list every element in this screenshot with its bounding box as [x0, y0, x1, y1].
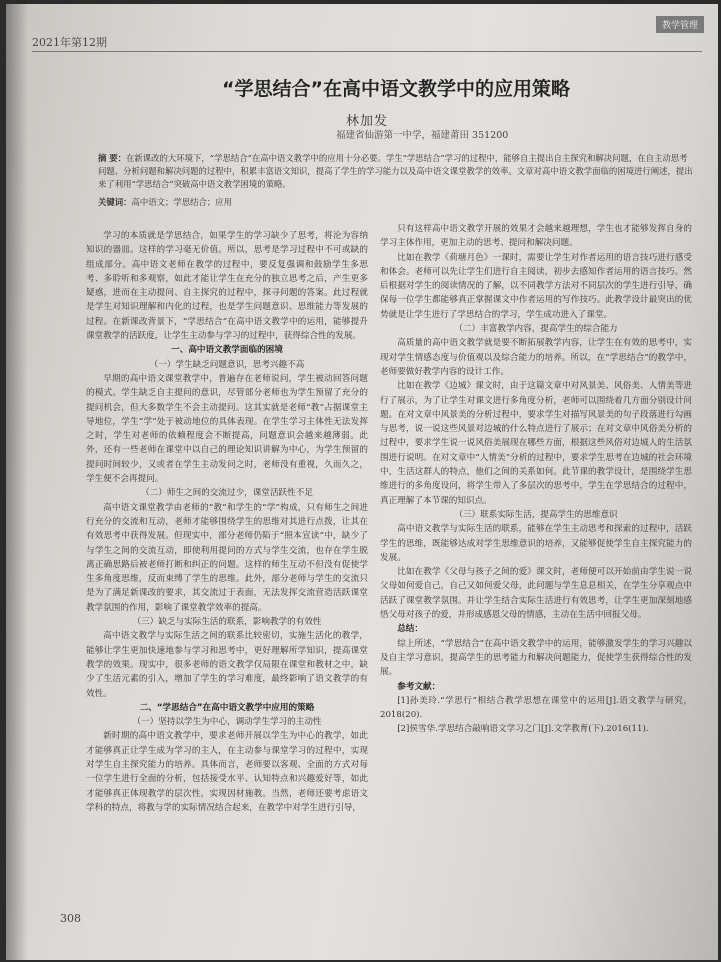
header-rule: [32, 51, 702, 52]
journal-page: [6, 4, 718, 960]
article-title: “学思结合”在高中语文教学中的应用策略: [222, 78, 570, 100]
reference-item: [1]孙美玲.“学思行”相结合教学思想在课堂中的运用[J].语文教学与研究，2018(20).: [380, 695, 692, 721]
paragraph: 高中语文教学与实际生活之间的联系比较密切，实施生活化的教学，能够让学生更加快速地参与学习和思考中，更好理解所学知识，提高课堂教学的效果。现实中，很多老师的语文教学仅局限在课堂和教材之中，缺少了生活元素的引入，增加了学生的学习难度，最终影响了语文教学的有效性。: [86, 631, 368, 699]
paragraph: 比如在教学《父母与孩子之间的爱》课文时，老师便可以开始前由学生说一说父母如何爱自己，自己又如何爱父母，此问题与学生息息相关，在学生分享观点中活跃了课堂教学氛围。并让学生结合实际生活进行有效思考，让学生更加深刻地感悟父母对孩子的爱，并形成感恩父母的情感，主动在生活中回报父母。: [380, 567, 692, 621]
bold-heading: 总结：: [397, 624, 423, 635]
subsection-heading: （一）坚持以学生为中心，调动学生学习的主动性: [132, 717, 322, 728]
section-badge: 教学管理: [656, 16, 704, 33]
paragraph: 比如在教学《荷塘月色》一课时，需要让学生对作者运用的语言技巧进行感受和体会。老师可以先让学生们进行自主阅读，初步去感知作者运用的语言技巧。然后根据对学生的阅读情况的了解，以不同教学方法对不同层次的学生进行引导，确保每一位学生都能够真正掌握课文中作者运用的写作技巧。此教学设计最突出的优势就是让学生进行了学思结合的学习，学生成功进入了课堂。: [380, 252, 692, 320]
keywords-text: 高中语文；学思结合；应用: [131, 197, 232, 207]
subsection-heading: （三）缺乏与实际生活的联系，影响教学的有效性: [132, 617, 322, 628]
spine-shadow: [6, 4, 28, 960]
subsection-heading: （一）学生缺乏问题意识，思考兴趣不高: [149, 359, 305, 370]
paragraph: 只有这样高中语文教学开展的效果才会越来越理想，学生也才能够发挥自身的学习主体作用，更加主动的思考、提问和解决问题。: [380, 224, 692, 249]
keywords-label: 关键词：: [98, 197, 132, 207]
abstract-label: 摘 要：: [98, 153, 127, 163]
abstract: [98, 152, 694, 191]
page-number: 308: [60, 912, 81, 925]
author-affiliation: 福建省仙游第一中学，福建莆田 351200: [336, 130, 509, 141]
issue-label: 2021年第12期: [32, 36, 107, 49]
reference-item: [2]侯雪华.学思结合敲响语文学习之门[J].文学教育(下).2016(11).: [397, 724, 649, 735]
paragraph: 综上所述，“学思结合”在高中语文教学中的运用，能够激发学生的学习兴趣以及自主学习意识，提高学生的思考能力和解决问题能力，促使学生获得综合性的发展。: [380, 638, 692, 678]
paragraph: 早期的高中语文课堂教学中，普遍存在老师说问，学生被动回答问题的模式。学生缺乏自主提问的意识，尽管部分老师也为学生预留了充分的提问机会，但大多数学生不会主动提问。这其实就是老师“教”占据课堂主导地位，学生“学”处于被动地位的具体表现。在学生学习主体性无法发挥之时，学生对老师的依赖程度会不断提高，问题意识会越来越薄弱。此外，还有一些老师在课堂中以自己的理论知识讲解为中心，为学生预留的提问时间较少，又或者在学生主动发问之时，老师没有重视，久而久之，学生便不会再提问。: [86, 373, 368, 485]
author-name: 林加发: [346, 114, 389, 129]
subsection-heading: （二）师生之间的交流过少，课堂活跃性不足: [141, 488, 313, 499]
paragraph: 学习的本质就是学思结合，如果学生的学习缺少了思考，将沦为容纳知识的器皿。这样的学习毫无价值。所以，思考是学习过程中不可或缺的组成部分。高中语文老师在教学的过程中，要反复强调和鼓励学生多思考、多聆听和多观察，如此才能让学生在充分的独立思考之后，产生更多疑惑，进而在主动提问、自主探究的过程中，探寻问题的答案。此过程就是学生对知识理解和内化的过程，也是学生问题意识、思维能力等发展的过程。在新课改背景下，“学思结合”在高中语文教学中的运用，能够提升课堂教学的活跃度，让学生主动参与学习的过程中，获得综合性的发展。: [86, 231, 368, 342]
paragraph: 高中语文课堂教学由老师的“教”和学生的“学”构成，只有师生之间进行充分的交流和互动，老师才能够围绕学生的思维对其进行点拨，让其在有效思考中获得发展。但现实中，部分老师仍陷于“照本宣读”中，缺少了与学生之间的交流互动，即使利用提问的方式与学生交流，也存在学生脱离正确思路后被老师打断和纠正的问题。这样的师生互动不但没有促使学生多角度思维，反而束缚了学生的思维。此外，部分老师与学生的交流只是为了满足新课改的要求，其交流过于表面，无法发挥交流营造活跃课堂教学氛围的作用，影响了课堂教学效率的提高。: [86, 502, 368, 613]
bold-heading: 参考文献：: [397, 681, 441, 692]
paragraph: 比如在教学《边城》课文时，由于这篇文章中对风景美、风俗美、人情美等进行了展示，为了让学生对课文进行多角度分析，老师可以围绕着几方面分别设计问题。在对文章中风景美的分析过程中，要求学生对描写风景美的句子段落进行勾画与思考，说一说这些风景对边城的什么特点进行了展示；在对文章中风俗美分析的过程中，要求学生说一说风俗美展现在哪些方面，根据这些风俗对边城人的生活氛围进行说明。在对文章中“人情美”分析的过程中，要求学生思考在边城的社会环境中，生活这群人的特点，他们之间的关系如何。此节课的教学设计，是围绕学生思维进行的多角度设问，将学生带入了多层次的思考中，学生在学思结合的过程中，真正理解了本节课的知识点。: [380, 381, 692, 506]
section-heading: 二、“学思结合”在高中语文教学中应用的策略: [139, 702, 315, 713]
keywords: [98, 196, 694, 208]
section-heading: 一、高中语文教学面临的困境: [171, 345, 283, 356]
paragraph: 高质量的高中语文教学就是要不断拓展教学内容，让学生在有效的思考中，实现对学生情感态度与价值观以及综合能力的培养。所以，在“学思结合”的教学中，老师要做好教学内容的设计工作。: [380, 338, 692, 377]
abstract-text: 在新课改的大环境下，“学思结合”在高中语文教学中的应用十分必要。学生“学思结合”学习的过程中，能够自主提出自主探究和解决问题，在自主动思考问题、分析问题和解决问题的过程中，积累丰富语文知识，提高了学生的学习能力以及高中语文课堂教学的效率。文章对高中语文教学面临的困境进行阐述，提出来了利用“学思结合”突破高中语文教学困境的策略。: [98, 153, 693, 189]
subsection-heading: （三）联系实际生活，提高学生的思维意识: [454, 509, 618, 520]
right-column: [380, 222, 692, 737]
left-column: [86, 229, 368, 815]
paragraph: 新时期的高中语文教学中，要求老师开展以学生为中心的教学，如此才能够真正让学生成为学习的主人，在主动参与课堂学习的过程中，实现对学生自主探究能力的培养。具体而言，老师要以客观、全面的方式对每一位学生进行全面的分析，包括接受水平、认知特点和兴趣爱好等，如此才能够真正体现教学的层次性，实现因材施教。当然，老师还要考虑语文学科的特点，将教与学的实际情况结合起来，在教学中对学生进行引导，: [86, 731, 368, 813]
subsection-heading: （二）丰富教学内容，提高学生的综合能力: [454, 324, 618, 335]
paragraph: 高中语文教学与实际生活的联系，能够在学生主动思考和探索的过程中，活跃学生的思维，既能够达成对学生思维意识的培养，又能够促使学生自主探究能力的发展。: [380, 524, 692, 563]
